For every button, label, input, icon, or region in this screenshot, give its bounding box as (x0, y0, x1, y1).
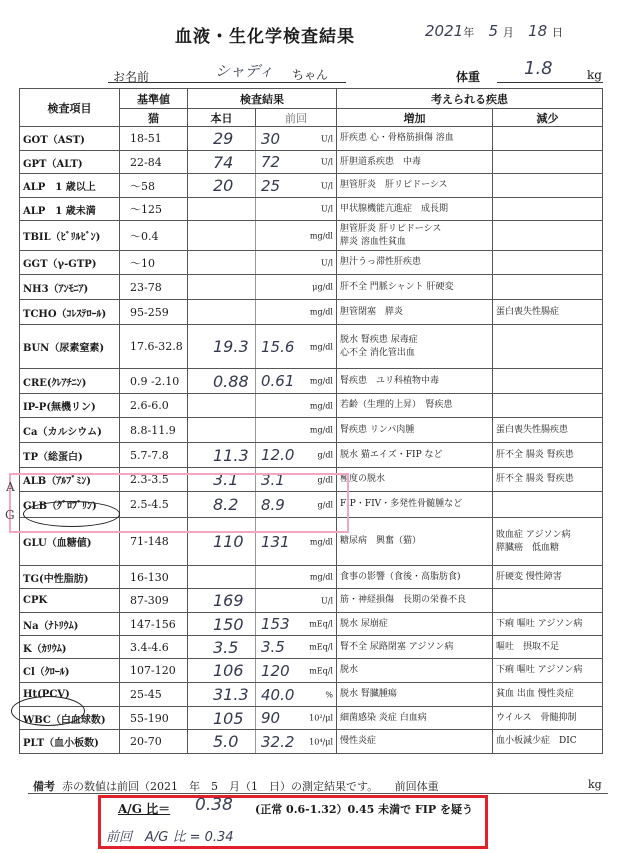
unit-label: 10⁴/μl (309, 737, 333, 746)
reference-range: 0.9 -2.10 (120, 369, 188, 394)
margin-mark-g: G (5, 508, 15, 522)
previous-value: 32.2 (261, 732, 295, 751)
unit-label: mEq/l (309, 619, 333, 629)
previous-value (259, 592, 261, 610)
result-today (188, 394, 256, 418)
disease-decrease: 肝不全 腸炎 腎疾患 (493, 443, 603, 468)
table-row (20, 589, 603, 613)
remark-text: 赤の数値は前回（2021 年 5 月（1 日）の測定結果です。 前回体重 (62, 780, 439, 793)
table-row (20, 613, 603, 636)
today-value (191, 226, 213, 245)
disease-decrease: 肝硬変 慢性障害 (493, 566, 603, 589)
disease-increase: 肝不全 門脈シャント 肝硬変 (337, 275, 493, 300)
weight-value: 1.8 (524, 58, 553, 79)
disease-increase: 脱水 腎疾患 尿毒症 心不全 消化管出血 (337, 325, 493, 369)
result-previous (256, 730, 337, 754)
disease-decrease (493, 127, 603, 151)
reference-range: ～125 (120, 198, 188, 221)
unit-label: U/l (321, 134, 333, 143)
reference-range: 8.8-11.9 (120, 418, 188, 443)
disease-decrease (493, 369, 603, 394)
ag-note: (正常 0.6-1.32）0.45 未満で FIP を疑う (255, 803, 474, 816)
unit-label: U/l (321, 258, 333, 267)
table-row (20, 566, 603, 589)
table-row (20, 325, 603, 369)
disease-increase: 筋・神経損傷 長期の栄養不良 (337, 589, 493, 613)
reference-range: 87-309 (120, 589, 188, 613)
previous-value: 25 (261, 176, 281, 195)
disease-decrease (493, 492, 603, 518)
reference-range: 18-51 (120, 127, 188, 151)
unit-label: mEq/l (309, 666, 333, 675)
unit-label: mg/dl (309, 537, 333, 546)
reference-range: 71-148 (120, 518, 188, 566)
result-previous (256, 221, 337, 251)
today-value (191, 421, 213, 440)
today-value: 19.3 (213, 337, 249, 356)
disease-decrease: ウイルス 骨髄抑制 (493, 707, 603, 730)
remark (33, 778, 602, 794)
item-name: TCHO（ｺﾚｽﾃﾛｰﾙ) (20, 300, 120, 325)
table-row (20, 251, 603, 275)
unit-label: % (325, 690, 333, 699)
circle-glb (23, 501, 120, 527)
disease-increase: 脱水 (337, 659, 493, 683)
previous-value: 3.1 (261, 470, 285, 489)
item-name: GLU（血糖値) (20, 518, 120, 566)
disease-increase: 慢性炎症 (337, 730, 493, 754)
today-value: 105 (213, 708, 244, 728)
header-today: 本日 (188, 109, 256, 127)
unit-label: g/dl (317, 500, 333, 509)
previous-value (259, 278, 261, 296)
item-name: GOT（AST) (20, 127, 120, 151)
header-ref-cat: 猫 (120, 109, 188, 127)
previous-value: 40.0 (261, 685, 295, 704)
unit-label: g/dl (317, 475, 333, 484)
result-previous (256, 394, 337, 418)
today-value (191, 253, 213, 272)
previous-value (259, 568, 261, 586)
header-result: 検査結果 (188, 89, 337, 109)
name-underline (108, 82, 346, 83)
previous-value: 90 (261, 709, 281, 727)
today-value (191, 396, 213, 415)
disease-increase: 脱水 尿崩症 (337, 613, 493, 636)
reference-range: 25-45 (120, 683, 188, 707)
result-today (188, 151, 256, 174)
disease-decrease (493, 325, 603, 369)
result-today (188, 566, 256, 589)
reference-range: 3.4-4.6 (120, 636, 188, 659)
table-row (20, 151, 603, 174)
result-today (188, 683, 256, 707)
date (425, 22, 563, 40)
result-today (188, 418, 256, 443)
reference-range: 147-156 (120, 613, 188, 636)
result-today (188, 127, 256, 151)
item-name: BUN（尿素窒素) (20, 325, 120, 369)
result-today (188, 636, 256, 659)
item-name: IP-P(無機リン) (20, 394, 120, 418)
header-prev: 前回 (256, 109, 337, 127)
unit-label: mg/dl (309, 376, 333, 386)
disease-decrease: 血小板減少症 DIC (493, 730, 603, 754)
disease-increase: 腎不全 尿路閉塞 アジソン病 (337, 636, 493, 659)
today-value: 3.1 (213, 470, 239, 489)
weight-underline (497, 82, 603, 83)
item-name: Cl（ｸﾛｰﾙ) (20, 659, 120, 683)
table-row (20, 730, 603, 754)
name-value: シャディ (215, 62, 274, 80)
today-value: 0.88 (213, 371, 249, 391)
result-today (188, 369, 256, 394)
date-day: 18 (528, 22, 548, 40)
date-year-label: 年 (463, 26, 475, 39)
today-value: 5.0 (213, 732, 239, 751)
weight-label: 体重 (456, 70, 481, 84)
reference-range: 2.6-6.0 (120, 394, 188, 418)
previous-value (259, 421, 261, 439)
header-increase: 増加 (337, 109, 493, 127)
unit-label: 10²/μl (309, 713, 333, 723)
table-row (20, 394, 603, 418)
today-value: 74 (213, 152, 234, 172)
item-name: GPT（ALT) (20, 151, 120, 174)
previous-value: 8.9 (261, 495, 285, 514)
table-row (20, 300, 603, 325)
result-today (188, 174, 256, 198)
disease-decrease (493, 275, 603, 300)
disease-decrease (493, 198, 603, 221)
disease-increase: 糖尿病 興奮（猫） (337, 518, 493, 566)
disease-increase: 胆管肝炎 肝リピドーシス 膵炎 溶血性貧血 (337, 221, 493, 251)
today-value: 20 (213, 176, 234, 195)
result-previous (256, 198, 337, 221)
header-disease: 考えられる疾患 (337, 89, 603, 109)
result-today (188, 659, 256, 683)
remark-underline (28, 793, 608, 794)
results-table (19, 88, 603, 754)
disease-increase: 食事の影響（食後・高脂肪食) (337, 566, 493, 589)
reference-range: 95-259 (120, 300, 188, 325)
previous-value (259, 200, 261, 218)
result-previous (256, 613, 337, 636)
result-today (188, 251, 256, 275)
ag-value: 0.38 (195, 795, 233, 815)
today-value: 11.3 (213, 445, 249, 465)
previous-value: 120 (261, 661, 290, 680)
today-value: 106 (213, 661, 244, 680)
page-title: 血液・生化学検査結果 (175, 27, 355, 47)
unit-label: mg/dl (309, 425, 333, 435)
previous-value (259, 303, 261, 321)
disease-decrease (493, 151, 603, 174)
disease-increase: 脱水 腎臓腫瘍 (337, 683, 493, 707)
result-today (188, 730, 256, 754)
item-name: PLT（血小板数) (20, 730, 120, 754)
table-row (20, 659, 603, 683)
result-today (188, 707, 256, 730)
reference-range: 55-190 (120, 707, 188, 730)
result-today (188, 325, 256, 369)
item-name: Ht(PCV) (20, 683, 120, 707)
remark-unit: kg (588, 778, 602, 791)
table-row (20, 275, 603, 300)
disease-increase: 肝胆道系疾患 中毒 (337, 151, 493, 174)
item-name: TBIL（ﾋﾞﾘﾙﾋﾞﾝ) (20, 221, 120, 251)
unit-label: U/l (321, 204, 333, 214)
results-body (20, 127, 603, 754)
unit-label: mg/dl (309, 401, 333, 410)
disease-increase: 肝疾患 心・骨格筋損傷 溶血 (337, 127, 493, 151)
result-previous (256, 443, 337, 468)
result-today (188, 275, 256, 300)
previous-value: 131 (261, 532, 290, 551)
weight-unit: kg (587, 68, 602, 82)
result-today (188, 613, 256, 636)
name-label: お名前 (113, 70, 150, 84)
ag-previous: 前回 A/G 比 = 0.34 (106, 830, 234, 845)
unit-label: U/l (321, 181, 333, 190)
unit-label: μg/dl (312, 282, 333, 292)
today-value (191, 278, 213, 297)
previous-value: 72 (261, 153, 281, 171)
table-row (20, 418, 603, 443)
header-decrease: 減少 (493, 109, 603, 127)
disease-decrease (493, 221, 603, 251)
disease-decrease (493, 251, 603, 275)
previous-value (259, 227, 261, 245)
today-value: 3.5 (213, 637, 239, 657)
item-name: TG(中性脂肪) (20, 566, 120, 589)
item-name: Na（ﾅﾄﾘｳﾑ) (20, 613, 120, 636)
result-today (188, 443, 256, 468)
reference-range: 16-130 (120, 566, 188, 589)
ag-label: A/G 比＝ (118, 802, 171, 816)
date-month-label: 月 (502, 26, 514, 39)
result-today (188, 300, 256, 325)
disease-decrease: 下痢 嘔吐 アジソン病 (493, 659, 603, 683)
item-name: ALP 1 歳未満 (20, 198, 120, 221)
table-row (20, 443, 603, 468)
today-value (191, 303, 213, 322)
result-previous (256, 683, 337, 707)
item-name: NH3（ｱﾝﾓﾆｱ) (20, 275, 120, 300)
today-value: 110 (213, 532, 244, 551)
date-day-label: 日 (552, 26, 564, 39)
unit-label: U/l (321, 157, 333, 167)
disease-increase: 胆汁うっ滞性肝疾患 (337, 251, 493, 275)
item-name: ALB（ｱﾙﾌﾞﾐﾝ) (20, 468, 120, 492)
table-row (20, 683, 603, 707)
result-previous (256, 707, 337, 730)
disease-decrease: 下痢 嘔吐 アジソン病 (493, 613, 603, 636)
table-row (20, 221, 603, 251)
result-previous (256, 589, 337, 613)
item-name: GGT（γ-GTP) (20, 251, 120, 275)
item-name: WBC（白血球数) (20, 707, 120, 730)
reference-range: 22-84 (120, 151, 188, 174)
result-today (188, 589, 256, 613)
reference-range: 20-70 (120, 730, 188, 754)
reference-range: 2.3-3.5 (120, 468, 188, 492)
disease-increase: 若齢（生理的上昇） 腎疾患 (337, 394, 493, 418)
item-name: GLB（ｸﾞﾛﾌﾞﾘﾝ) (20, 492, 120, 518)
previous-value: 153 (261, 615, 290, 633)
result-previous (256, 325, 337, 369)
today-value: 31.3 (213, 685, 249, 704)
reference-range: 2.5-4.5 (120, 492, 188, 518)
result-previous (256, 251, 337, 275)
item-name: ALP 1 歳以上 (20, 174, 120, 198)
remark-label: 備考 (33, 780, 55, 793)
item-name: Ca（カルシウム) (20, 418, 120, 443)
disease-increase: 細菌感染 炎症 白血病 (337, 707, 493, 730)
result-previous (256, 566, 337, 589)
result-previous (256, 418, 337, 443)
header-item: 検査項目 (20, 89, 120, 127)
reference-range: 23-78 (120, 275, 188, 300)
result-previous (256, 174, 337, 198)
header-ref: 基準値 (120, 89, 188, 109)
disease-increase: 脱水 猫エイズ・FIP など (337, 443, 493, 468)
disease-increase: 腎疾患 ユリ科植物中毒 (337, 369, 493, 394)
unit-label: U/l (321, 596, 333, 605)
reference-range: 5.7-7.8 (120, 443, 188, 468)
today-value: 169 (213, 591, 244, 610)
today-value (191, 568, 213, 587)
reference-range: 17.6-32.8 (120, 325, 188, 369)
item-name: CPK (20, 589, 120, 613)
previous-value: 12.0 (261, 446, 295, 464)
disease-increase: 胆管閉塞 膵炎 (337, 300, 493, 325)
item-name: TP（総蛋白) (20, 443, 120, 468)
today-value (191, 200, 213, 219)
circle-ht (11, 696, 85, 726)
result-today (188, 221, 256, 251)
previous-value: 30 (261, 129, 281, 148)
disease-decrease: 嘔吐 摂取不足 (493, 636, 603, 659)
result-previous (256, 369, 337, 394)
today-value: 8.2 (213, 495, 239, 514)
table-row (20, 369, 603, 394)
today-value: 29 (213, 129, 234, 148)
table-row (20, 636, 603, 659)
item-name: K（ｶﾘｳﾑ) (20, 636, 120, 659)
previous-value: 15.6 (261, 337, 295, 356)
disease-decrease: 貧血 出血 慢性炎症 (493, 683, 603, 707)
disease-decrease (493, 589, 603, 613)
unit-label: mg/dl (309, 307, 333, 317)
unit-label: mEq/l (309, 642, 333, 652)
result-previous (256, 300, 337, 325)
unit-label: g/dl (317, 450, 333, 460)
disease-increase: 甲状腺機能亢進症 成長期 (337, 198, 493, 221)
table-row (20, 707, 603, 730)
result-previous (256, 275, 337, 300)
reference-range: 107-120 (120, 659, 188, 683)
disease-increase: 胆管肝炎 肝リピドーシス (337, 174, 493, 198)
previous-value (259, 254, 261, 272)
result-previous (256, 151, 337, 174)
previous-value (259, 397, 261, 415)
disease-decrease (493, 174, 603, 198)
reference-range: ～58 (120, 174, 188, 198)
disease-increase: 腎疾患 リンパ肉腫 (337, 418, 493, 443)
disease-decrease: 敗血症 アジソン病 膵臓癌 低血糖 (493, 518, 603, 566)
date-month: 5 (488, 22, 499, 40)
unit-label: mg/dl (309, 342, 333, 351)
result-previous (256, 636, 337, 659)
margin-mark-a: A (6, 480, 15, 494)
today-value: 150 (213, 614, 244, 634)
reference-range: ～10 (120, 251, 188, 275)
disease-increase: 極度の脱水 (337, 468, 493, 492)
reference-range: ～0.4 (120, 221, 188, 251)
disease-increase: FIP・FIV・多発性骨髄腫など (337, 492, 493, 518)
previous-value: 3.5 (261, 638, 285, 656)
result-previous (256, 659, 337, 683)
date-year: 2021 (425, 22, 464, 40)
table-row (20, 198, 603, 221)
previous-value: 0.61 (261, 372, 295, 390)
disease-decrease: 蛋白喪失性腸症 (493, 300, 603, 325)
name-suffix: ちゃん (292, 68, 329, 82)
disease-decrease (493, 394, 603, 418)
disease-decrease: 肝不全 腸炎 腎疾患 (493, 468, 603, 492)
disease-decrease: 蛋白喪失性腸疾患 (493, 418, 603, 443)
result-previous (256, 127, 337, 151)
unit-label: mg/dl (309, 231, 333, 240)
unit-label: mg/dl (309, 572, 333, 582)
item-name: CRE(ｸﾚｱﾁﾆﾝ) (20, 369, 120, 394)
table-row (20, 127, 603, 151)
table-row (20, 174, 603, 198)
result-today (188, 198, 256, 221)
